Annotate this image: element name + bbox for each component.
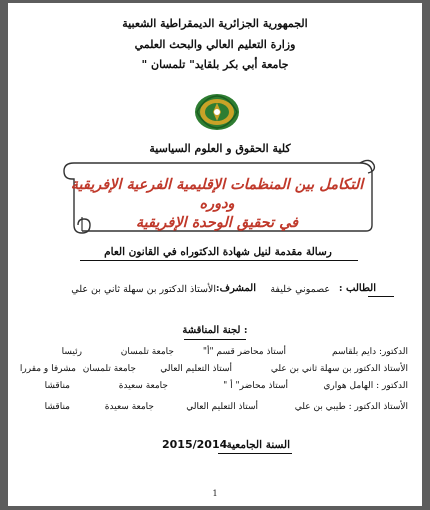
student-label-underline bbox=[368, 296, 394, 297]
committee-member-row bbox=[8, 347, 422, 361]
thesis-title bbox=[70, 175, 364, 232]
university-emblem-icon bbox=[193, 91, 241, 133]
thesis-title-line-1: التكامل بين المنظمات الإقليمية الفرعية الإفريقية ودوره bbox=[70, 176, 364, 212]
member-university: جامعة تلمسان bbox=[120, 347, 174, 357]
supervisor-name: الأستاذ الدكتور بن سهلة ثاني بن علي bbox=[71, 284, 216, 295]
member-role: مناقشا bbox=[44, 381, 70, 391]
page-number: 1 bbox=[212, 489, 218, 498]
member-university: جامعة تلمسان bbox=[82, 364, 136, 374]
member-role: رئيسا bbox=[61, 347, 82, 357]
committee-member-row bbox=[8, 364, 422, 378]
academic-year-value: 2015/2014 bbox=[162, 438, 228, 451]
member-name: الأستاذ الدكتور : طيبي بن علي bbox=[294, 402, 408, 412]
document-page bbox=[8, 3, 422, 506]
member-rank: أستاذ التعليم العالي bbox=[186, 402, 258, 412]
committee-member-row bbox=[8, 402, 422, 416]
thesis-statement: رسالة مقدمة لنيل شهادة الدكتوراه في القانون العام bbox=[104, 246, 332, 258]
member-rank: أستاذ التعليم العالي bbox=[160, 364, 232, 374]
member-university: جامعة سعيدة bbox=[104, 402, 154, 412]
thesis-statement-underline bbox=[80, 260, 358, 261]
academic-year-label: السنة الجامعية: bbox=[222, 439, 290, 451]
faculty-line: كلية الحقوق و العلوم السياسية bbox=[149, 142, 291, 155]
university-line: جامعة أبي بكر بلقايد" تلمسان " bbox=[141, 58, 289, 71]
student-label: الطالب : bbox=[338, 283, 376, 294]
member-name: الدكتور: دايم بلقاسم bbox=[331, 347, 408, 357]
member-role: مناقشا bbox=[44, 402, 70, 412]
ministry-line: وزارة التعليم العالي والبحث العلمي bbox=[134, 38, 296, 51]
member-role: مشرفا و مقررا bbox=[19, 364, 76, 374]
student-name: عصموني خليفة bbox=[270, 284, 330, 295]
member-university: جامعة سعيدة bbox=[118, 381, 168, 391]
member-rank: أستاذ محاضر" أ " bbox=[223, 381, 288, 391]
member-name: الدكتور : الهامل هواري bbox=[323, 381, 408, 391]
committee-title: : لجنة المناقشة bbox=[182, 325, 248, 336]
committee-member-row bbox=[8, 381, 422, 395]
academic-year-underline bbox=[218, 453, 292, 454]
supervisor-label: المشرف: bbox=[215, 283, 256, 294]
member-rank: أستاذ محاضر قسم "أ" bbox=[202, 347, 286, 357]
committee-title-underline bbox=[184, 339, 246, 340]
thesis-title-line-2: في تحقيق الوحدة الإفريقية bbox=[135, 214, 299, 231]
member-name: الأستاذ الدكتور بن سهلة ثاني بن علي bbox=[270, 364, 408, 374]
republic-line: الجمهورية الجزائرية الديمقراطية الشعبية bbox=[122, 17, 308, 30]
